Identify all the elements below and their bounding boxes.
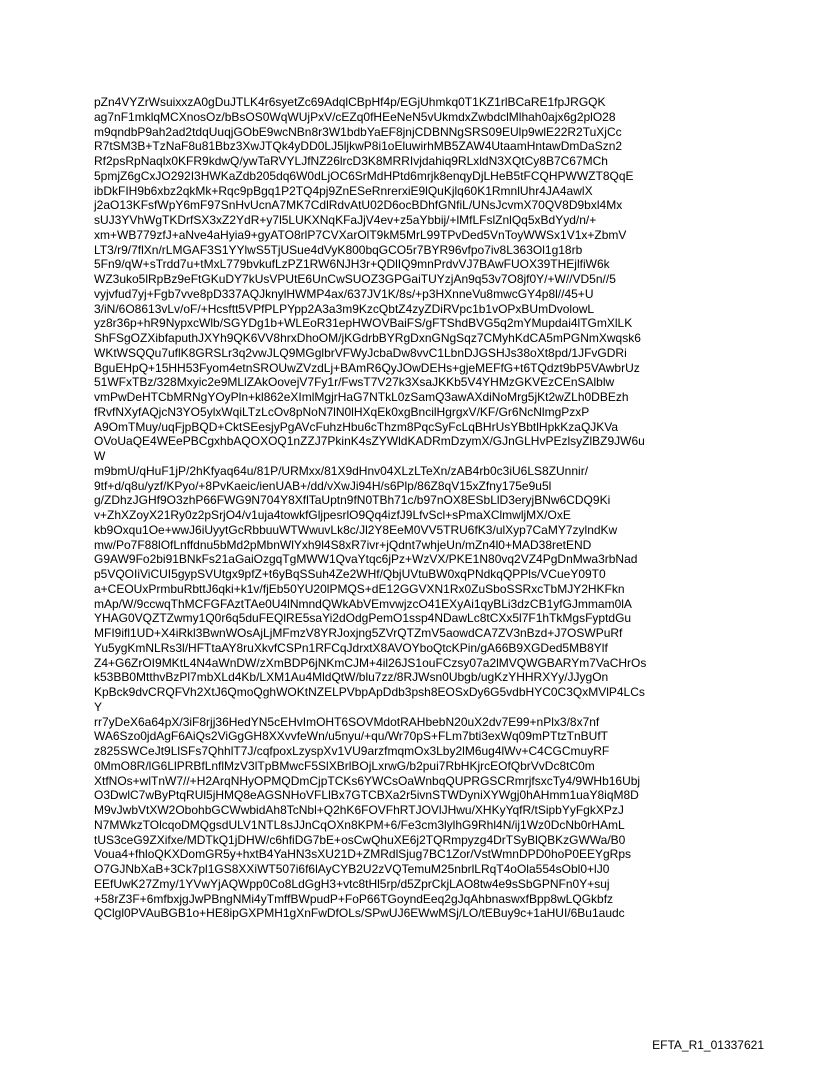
document-id-footer: EFTA_R1_01337621 bbox=[652, 1038, 764, 1052]
encoded-text-block: pZn4VYZrWsuixxzA0gDuJTLK4r6syetZc69AdqlCBpHf4p/EGjUhmkq0T1KZ1rlBCaRE1fpJRGQK ag7nF1mklqMCXnosOz/bBsOS0WqWUjPxV/cEZq0fHEeNeN5vUkmdxZwbdclMlhah0ajx6g2plO28 m9qndbP9ah2ad2tdqUuqjGObE9wcNBn8r3W1bdbYaEF8jnjCDBNNgSRS09EUlp9wlE22R2TuXjCc R7tSM3B+TzNaF8u81Bbz3XwJTQk4yDD0LJ5ljkwP8i1oEluwirhMB5ZAW4UtaamHntawDmDaSzn2 Rf2psRpNaqlx0KFR9kdwQ/ywTaRVYLJfNZ26lrcD3K8MRRIvjdahiq9RLxldN3XQtCy8B7C67MCh 5pmjZ6gCxJO292I3HWKaZdb205dq6W0dLjOC6SrMdHPtd6mrjk8enqyDjLHeB5tFCQHPWWZT8QqE ibDkFIH9b6xbz2qkMk+Rqc9pBgq1P2TQ4pj9ZnESeRnrerxiE9lQuKjlq60K1RmnlUhr4JA4awlX j2aO13KFsfWpY6mF97SnHvUcnA7MK7CdlRdvAtU02D6ocBDhfGNfiL/UNsJcvmX70QV8D9bxl4Mx sUJ3YVhWgTKDrfSX3xZ2YdR+y7l5LUKXNqKFaJjV4ev+z5aYbbij/+lMfLFslZnlQq5xBdYyd/n/+ xm+WB779zfJ+aNve4aHyia9+gyATO8rlP7CVXarOlT9kM5MrL99TPvDed5VnToyWWSx1V1x+ZbmV LT3/r9/7flXn/rLMGAF3S1YYlwS5TjUSue4dVyK800bqGCO5r7BYR96vfpo7iv8L363Ol1g18rb 5Fn9/qW+sTrdd7u+tMxL779bvkufLzPZ1RW6NJH3r+QDlIQ9mnPrdvVJ7BAwFUOX39THEjlfiW6k WZ3uko5lRpBz9eFtGKuDY7kUsVPUtE6UnCwSUOZ3GPGaiTUYzjAn9q53v7O8jf0Y/+W//VD5n//5 vyjvfud7yj+Fgb7vve8pD337AQJknylHWMP4ax/637JV1K/8s/+p3HXnneVu8mwcGY4p8l//45+U 3/iN/6O8613vLv/oF/+Hcsftt5VPfPLPYpp2A3a3m9KzcQbtZ4zyZDiRVpc1b1vOPxBUmDvolowL yz8r36p+hR9NypxcWlb/SGYDg1b+WLEoR31epHWOVBaiFS/gFTShdBVG5q2mYMupdai4lTGmXlLK ShFSgOZXibfaputhJXYh9QK6VV8hrxDhoOM/jKGdrbBYRgDxnGNgSqz7CMyhKdCA5mPGNmXwqsk6 WKtWSQQu7uflK8GRSLr3q2vwJLQ9MGglbrVFWyJcbaDw8vvC1LbnDJGSHJs38oXt8pd/1JFvGDRi BguEHpQ+15HH53Fyom4etnSROUwZVzdLj+BAmR6QyJOwDEHs+gjeMEFfG+t6TQdzt9bP5VAwbrUz 51WFxTBz/328Mxyic2e9MLlZAkOovejV7Fy1r/FwsT7V27k3XsaJKKb5V4YHMzGKVEzCEnSAlblw vmPwDeHTCbMRNgYOyPln+kl862eXImlMgjrHaG7NTkL0zSamQ3awAXdiNoMrg5jKt2wZLh0DBEzh fRvfNXyfAQjcN3YO5ylxWqiLTzLcOv8pNoN7lN0lHXqEk0xgBncilHgrgxV/KF/Gr6NcNlmgPzxP A9OmTMuy/uqFjpBQD+CktSEesjyPgAVcFuhzHbu6cThzm8PqcSyFcLqBHrUsYBbtlHpkKzaQJKVa OVoUaQE4WEePBCgxhbAQOXOQ1nZZJ7PkinK4sZYWldKADRmDzymX/GJnGLHvPEzlsyZlBZ9JW6u W m9bmU/qHuF1jP/2hKfyaq64u/81P/URMxx/81X9dHnv04XLzLTeXn/zAB4rb0c3iU6LS8ZUnnir/ 9tf+d/q8u/yzf/KPyo/+8PvKaeic/ienUAB+/dd/vXwJi94H/s6Plp/86Z8qV15xZfny175e9u5l g/ZDhzJGHf9O3zhP66FWG9N704Y8XflTaUptn9fN0TBh71c/b97nOX8ESbLlD3eryjBNw6CDQ9Ki v+ZhXZoyX21Ry0z2pSrjO4/v1uja4towkfGljpesrlO9Qq4izfJ9LfvScl+sPmaXClmwljMX/OxE kb9Oxqu1Oe+wwJ6iUyytGcRbbuuWTWwuvLk8c/Jl2Y8EeM0VV5TRU6fK3/ulXyp7CaMY7zylndKw mw/Po7F88lOfLnffdnu5bMd2pMbnWlYxh9l4S8xR7ivr+jQdnt7whjeUn/mZn4l0+MAD38retEND G9AW9Fo2bi91BNkFs21aGaiOzgqTgMWW1QvaYtqc6jPz+WzVX/PKE1N80vq2VZ4PgDnMwa3rbNad p5VQOIiViCUI5gypSVUtgx9pfZ+t6yBqSSuh4Ze2WHf/QbjUVtuBW0xqPNdkqQPPls/VCueY09T0 a+CEOUxPrmbuRbttJ6qki+k1v/fjEb50YU20lPMQS+dE12GGVXN1Rx0ZuSboSSRxcTbMJY2HKFkn mAp/W/9ccwqThMCFGFAztTAe0U4lNmndQWkAbVEmvwjzcO41EXyAi1qyBLi3dzCB1yfGJmmam0lA YHAG0VQZTZwmy1Q0r6q5duFEQlRE5saYi2dOdgPemO1ssp4NDawLc8tCXx5l7F1hTkMgsFyptdGu MFI9ifl1UD+X4iRkl3BwnWOsAjLjMFmzV8YRJoxjng5ZVrQTZmV5aowdCA7ZV3nBzd+J7OSWPuRf Yu5ygKmNLRs3l/HFTtaAY8ruXkvfCSPn1RFCqJdrxtX8AVOYboQtcKPin/gA66B9XGDed5MB8Ylf Z4+G6ZrOI9MKtL4N4aWnDW/zXmBDP6jNKmCJM+4il26JS1ouFCzsy07a2lMVQWGBARYm7VaCHrOs k53BB0MtthvBzPl7mbXLd4Kb/LXM1Au4MldQtW/blu7zz/8RJWsn0Ubgb/ugKzYHHRXYy/JJygOn KpBck9dvCRQFVh2XtJ6QmoQghWOKtNZELPVbpApDdb3psh8EOSxDy6G5vdbHYC0C3QxMVlP4LCs Y rr7yDeX6a64pX/3iF8rjj36HedYN5cEHvImOHT6SOVMdotRAHbebN20uX2dv7E99+nPlx3/8x7nf WA6Szo0jdAgF6AiQs2ViGgGH8XXvvfeWn/u5nyu/+qu/Wr70pS+FLm7bti3exWq09mPTtzTnBUfT z825SWCeJt9LlSFs7QhhlT7J/cqfpoxLzyspXv1VU9arzfmqmOx3Lby2lM6ug4lWv+C4CGCmuyRF 0MmO8R/lG6LlPRBfLnflMzV3lTpBMwcF5SlXBrlBOjLxrwG/b2pui7RbHKjrcEOfQbrVvDc8tC0m XtfNOs+wlTnW7//+H2ArqNHyOPMQDmCjpTCKs6YWCsOaWnbqQUPRGSCRmrjfsxcTy4/9WHb16Ubj O3DwlC7wByPtqRUl5jHMQ8eAGSNHoVFLlBx7GTCBXa2r5ivnSTWDyniXYWgj0hAHmm1uaY8iqM8D M9vJwbVtXW2ObohbGCWwbidAh8TcNbl+Q2hK6FOVFhRTJOVlJHwu/XHKyYqfR/tSipbYyFgkXPzJ N7MWkzTOlcqoDMQgsdULV1NTL8sJJnCqOXn8KPM+6/Fe3cm3lylhG9Rhl4N/ij1Wz0DcNb0rHAmL tUS3ceG9ZXifxe/MDTkQ1jDHW/c6hfiDG7bE+osCwQhuXE6j2TQRmpyzg4DrTSyBlQBKzGWWa/B0 Voua4+fhloQKXDomGR5y+hxtB4YaHN3sXU21D+ZMRdlSjug7BC1Zor/VstWmnDPD0hoP0EEYgRps O7GJNbXaB+3Ck7pl1GS8XXiWT507i6f6lAyCYB2U2zVQTemuM25nbrlLRqT4oOla554sObl0+lJ0 EEfUwK27Zmy/1YVwYjAQWpp0Co8LdGgH3+vtc8tHl5rp/d5ZprCkjLAO8tw4e9sSbGPNFn0Y+suj +58rZ3F+6mfbxjgJwPBngNMi4yTmffBWpudP+FoP66TGoyndEeq2gJqAhbnaswxfBpp8wLQGkbfz QClgl0PVAuBGB1o+HE8ipGXPMH1gXnFwDfOLs/SPwUJ6EWwMSj/LO/tEBuy9c+1aHUI/6Bu1audc bbox=[94, 95, 647, 921]
